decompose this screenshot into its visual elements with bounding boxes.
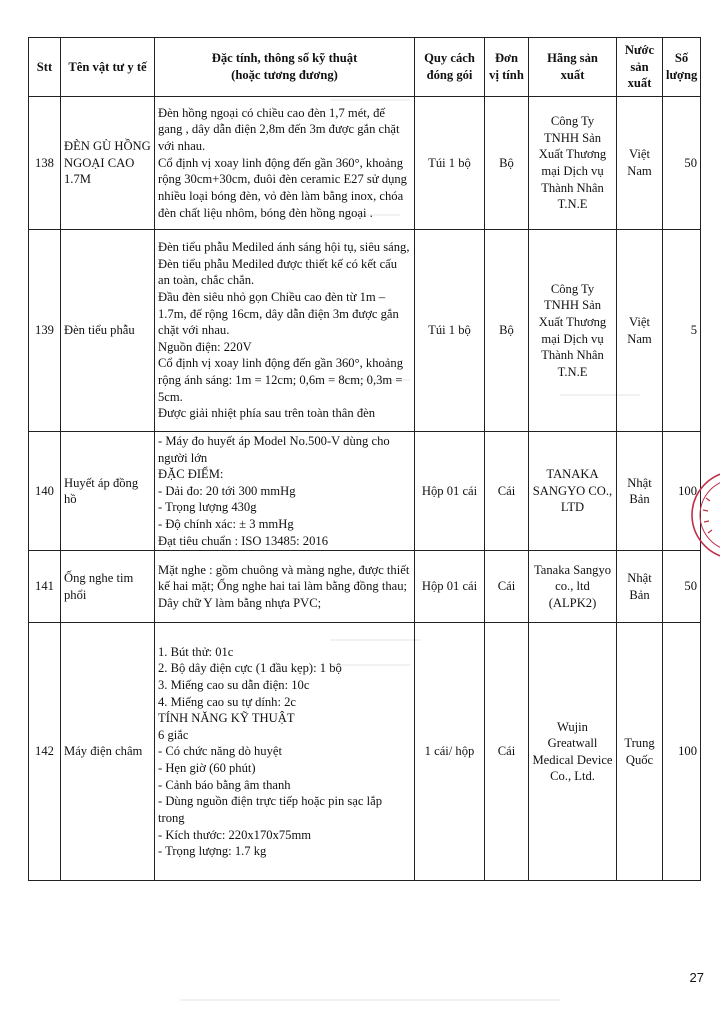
table-header-row: [29, 38, 701, 97]
row-spec: [155, 623, 415, 881]
row-unit: Cái: [485, 623, 529, 881]
row-stt: 139: [29, 230, 61, 432]
row-stt: 141: [29, 551, 61, 623]
header-stt: Stt: [29, 38, 61, 97]
row-spec: [155, 551, 415, 623]
spec-line: TÍNH NĂNG KỸ THUẬT: [158, 711, 295, 726]
spec-line: - Cảnh báo bằng âm thanh: [158, 777, 291, 792]
spec-line: - Máy đo huyết áp Model No.500-V dùng cho người lớn: [158, 434, 390, 465]
row-maker: Công Ty TNHH Sản Xuất Thương mại Dịch vụ Thành Nhân T.N.E: [529, 230, 617, 432]
row-unit: Bộ: [485, 97, 529, 230]
equipment-spec-table: [28, 37, 701, 881]
spec-line: Nguồn điện: 220V: [158, 339, 252, 354]
row-spec: [155, 432, 415, 551]
red-stamp-seal: [688, 470, 720, 560]
spec-line: - Dùng nguồn điện trực tiếp hoặc pin sạc lắp trong: [158, 794, 383, 825]
header-spec: Đặc tính, thông số kỹ thuật (hoặc tương đương): [155, 38, 415, 97]
spec-line: - Độ chính xác: ± 3 mmHg: [158, 517, 294, 532]
spec-line: Cổ định vị xoay linh động đến gần 360°, khoảng rộng 30cm+30cm, đuôi đèn ceramic E27 sử dụng nhiều loại bóng đèn, vỏ đèn làm bằng inox, chóa đèn chất liệu nhôm, bóng đèn hồng ngoại .: [158, 155, 407, 220]
row-unit: Bộ: [485, 230, 529, 432]
table-row: [29, 230, 701, 432]
row-packing: Túi 1 bộ: [415, 230, 485, 432]
row-qty: 50: [663, 97, 701, 230]
row-packing: Hộp 01 cái: [415, 432, 485, 551]
row-stt: 140: [29, 432, 61, 551]
row-stt: 142: [29, 623, 61, 881]
header-maker: Hãng sản xuất: [529, 38, 617, 97]
spec-line: Cổ định vị xoay linh động đến gần 360°, khoảng rộng ánh sáng: 1m = 12cm; 0,6m = 8cm; 0,3m = 5cm.: [158, 356, 403, 404]
spec-line: - Có chức năng dò huyệt: [158, 744, 282, 759]
row-item-name: ĐÈN GÙ HỒNG NGOẠI CAO 1.7M: [61, 97, 155, 230]
spec-line: - Dải đo: 20 tới 300 mmHg: [158, 483, 296, 498]
spec-line: - Trọng lượng 430g: [158, 500, 257, 515]
row-qty: 50: [663, 551, 701, 623]
header-country: Nước sản xuất: [617, 38, 663, 97]
row-packing: Túi 1 bộ: [415, 97, 485, 230]
header-name: Tên vật tư y tế: [61, 38, 155, 97]
row-qty: 100: [663, 432, 701, 551]
row-qty: 5: [663, 230, 701, 432]
spec-line: - Hẹn giờ (60 phút): [158, 761, 256, 776]
spec-line: Đạt tiêu chuẩn : ISO 13485: 2016: [158, 533, 328, 548]
spec-line: - Trọng lượng: 1.7 kg: [158, 844, 267, 859]
header-packing: Quy cách đóng gói: [415, 38, 485, 97]
row-item-name: Huyết áp đồng hồ: [61, 432, 155, 551]
row-item-name: Đèn tiểu phẫu: [61, 230, 155, 432]
spec-line: 3. Miếng cao su dẫn điện: 10c: [158, 678, 310, 693]
spec-line: 6 giắc: [158, 727, 189, 742]
table-row: [29, 97, 701, 230]
row-country: Việt Nam: [617, 230, 663, 432]
row-stt: 138: [29, 97, 61, 230]
spec-line: 4. Miếng cao su tự dính: 2c: [158, 694, 296, 709]
table-row: [29, 551, 701, 623]
row-item-name: Ống nghe tim phổi: [61, 551, 155, 623]
row-country: Nhật Bản: [617, 551, 663, 623]
row-maker: TANAKA SANGYO CO., LTD: [529, 432, 617, 551]
row-packing: Hộp 01 cái: [415, 551, 485, 623]
row-maker: Tanaka Sangyo co., ltd (ALPK2): [529, 551, 617, 623]
header-qty: Số lượng: [663, 38, 701, 97]
page-number: 27: [689, 970, 704, 985]
row-country: Trung Quốc: [617, 623, 663, 881]
spec-line: Đầu đèn siêu nhỏ gọn Chiều cao đèn từ 1m – 1.7m, đế rộng 16cm, dây dẫn điện 3m được gắn chặt với nhau.: [158, 289, 399, 338]
spec-line: - Kích thước: 220x170x75mm: [158, 827, 312, 842]
spec-line: Đèn tiểu phẫu Mediled ánh sáng hội tụ, siêu sáng,: [158, 240, 410, 255]
spec-line: Đèn hồng ngoại có chiều cao đèn 1,7 mét, đế gang , dây dẫn điện 2,8m đến 3m được gắn chặt với nhau.: [158, 105, 400, 154]
row-item-name: Máy điện châm: [61, 623, 155, 881]
table-row: [29, 623, 701, 881]
row-country: Việt Nam: [617, 97, 663, 230]
spec-line: 2. Bộ dây điện cực (1 đầu kẹp): 1 bộ: [158, 661, 342, 676]
row-country: Nhật Bản: [617, 432, 663, 551]
row-qty: 100: [663, 623, 701, 881]
table-row: [29, 432, 701, 551]
spec-line: Được giải nhiệt phía sau trên toàn thân đèn: [158, 406, 376, 421]
row-maker: Wujin Greatwall Medical Device Co., Ltd.: [529, 623, 617, 881]
spec-line: 1. Bút thử: 01c: [158, 644, 234, 659]
spec-line: ĐẶC ĐIỂM:: [158, 467, 224, 482]
row-unit: Cái: [485, 551, 529, 623]
row-spec: [155, 230, 415, 432]
row-packing: 1 cái/ hộp: [415, 623, 485, 881]
row-unit: Cái: [485, 432, 529, 551]
row-maker: Công Ty TNHH Sản Xuất Thương mại Dịch vụ Thành Nhân T.N.E: [529, 97, 617, 230]
row-spec: [155, 97, 415, 230]
spec-line: Mặt nghe : gồm chuông và màng nghe, được thiết kế hai mặt; Ống nghe hai tai làm bằng đồng thau; Dây chữ Y làm bằng nhựa PVC;: [158, 562, 410, 611]
header-unit: Đơn vị tính: [485, 38, 529, 97]
spec-line: Đèn tiểu phẫu Mediled được thiết kế có kết cấu an toàn, chắc chắn.: [158, 256, 398, 288]
